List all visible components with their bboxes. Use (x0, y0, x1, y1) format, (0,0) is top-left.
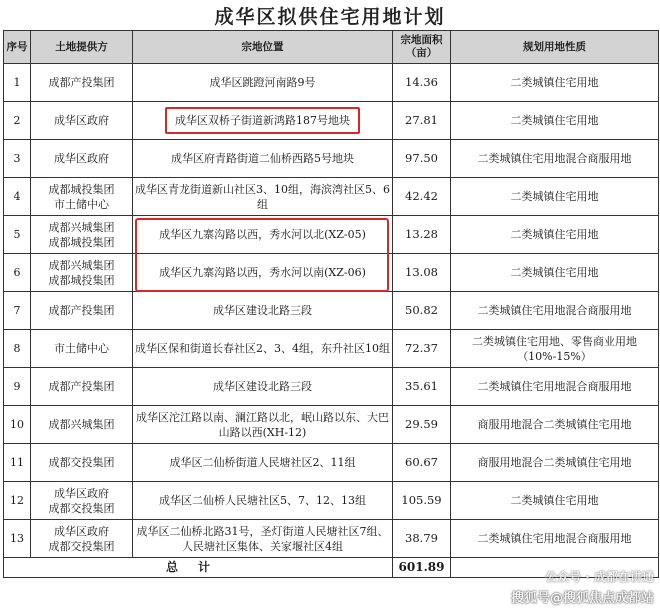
table-row (4, 406, 659, 444)
table-row (4, 64, 659, 102)
cell-location-text: 成华区二仙桥街道人民塘社区2、11组 (169, 456, 356, 469)
table-row (4, 216, 659, 254)
table-row (4, 102, 659, 140)
cell-location (133, 368, 393, 406)
cell-location-text: 成华区建设北路三段 (213, 304, 312, 317)
land-plan-table (3, 30, 659, 578)
watermark (511, 568, 654, 606)
cell-location (133, 482, 393, 520)
cell-location-text: 成华区保和街道长春社区2、3、4组，东升社区10组 (135, 342, 390, 355)
header-provider: 土地提供方 (31, 31, 133, 64)
page-title: 成华区拟供住宅用地计划 (214, 6, 446, 28)
table-row (4, 368, 659, 406)
cell-usage-text: 二类城镇住宅用地、零售商业用地（10%-15%） (472, 334, 637, 363)
cell-usage (451, 102, 659, 140)
cell-area-text: 27.81 (405, 113, 438, 127)
cell-provider-text: 成都产投集团 (48, 76, 115, 89)
cell-area (393, 482, 451, 520)
cell-no (4, 254, 31, 292)
cell-location (133, 64, 393, 102)
cell-usage (451, 292, 659, 330)
cell-no-text: 11 (10, 456, 24, 469)
cell-usage-text: 二类城镇住宅用地 (510, 190, 599, 203)
cell-no (4, 444, 31, 482)
cell-area (393, 368, 451, 406)
cell-location (133, 140, 393, 178)
cell-no (4, 368, 31, 406)
cell-location-text: 成华区九寨沟路以西，秀水河以南(XZ-06) (159, 266, 366, 279)
cell-provider-text: 成都交投集团 (48, 456, 115, 469)
header-no: 序号 (4, 31, 31, 64)
cell-provider (31, 520, 133, 558)
cell-area-text: 14.36 (405, 75, 438, 89)
cell-no-text: 6 (13, 266, 21, 279)
cell-no-text: 8 (13, 342, 21, 355)
cell-location (133, 254, 393, 292)
cell-provider-text: 成华区政府 成都交投集团 (48, 524, 115, 553)
cell-area-text: 29.59 (405, 417, 438, 431)
cell-location (133, 330, 393, 368)
cell-location-text: 成华区九寨沟路以西，秀水河以北(XZ-05) (159, 228, 366, 241)
header-usage: 规划用地性质 (451, 31, 659, 64)
cell-usage (451, 140, 659, 178)
cell-area (393, 64, 451, 102)
cell-area (393, 178, 451, 216)
cell-no-text: 12 (10, 494, 24, 507)
cell-no-text: 5 (13, 228, 21, 241)
cell-location-text: 成华区沱江路以南、澜江路以北，岷山路以东、大巴山路以西(XH-12) (136, 410, 389, 439)
cell-no-text: 3 (13, 152, 21, 165)
total-area: 601.89 (393, 558, 451, 578)
table-row (4, 444, 659, 482)
table-header-row (4, 31, 659, 64)
cell-area (393, 140, 451, 178)
cell-provider-text: 成都产投集团 (48, 380, 115, 393)
cell-no (4, 520, 31, 558)
cell-provider-text: 市土储中心 (54, 342, 109, 355)
cell-usage-text: 商服用地混合二类城镇住宅用地 (477, 418, 632, 431)
cell-provider (31, 102, 133, 140)
cell-location-text: 成华区青龙街道新山社区3、10组，海滨湾社区5、6组 (135, 182, 390, 211)
cell-no (4, 482, 31, 520)
cell-area-text: 72.37 (405, 341, 438, 355)
table-row (4, 178, 659, 216)
cell-location (133, 406, 393, 444)
header-location: 宗地位置 (133, 31, 393, 64)
cell-location (133, 216, 393, 254)
cell-usage (451, 444, 659, 482)
cell-provider-text: 成华区政府 成都交投集团 (48, 486, 115, 515)
cell-location (133, 178, 393, 216)
cell-no (4, 64, 31, 102)
cell-usage-text: 二类城镇住宅用地 (510, 76, 599, 89)
cell-location (133, 444, 393, 482)
cell-no-text: 4 (13, 190, 21, 203)
cell-no (4, 102, 31, 140)
cell-provider (31, 140, 133, 178)
cell-no-text: 7 (13, 304, 21, 317)
cell-provider (31, 64, 133, 102)
table-row (4, 520, 659, 558)
total-label: 总计 (4, 558, 393, 578)
cell-usage-text: 二类城镇住宅用地 (510, 114, 599, 127)
cell-usage (451, 216, 659, 254)
cell-provider (31, 254, 133, 292)
highlight-box-row-2 (165, 107, 360, 134)
cell-location-text: 成华区双桥子街道新鸿路187号地块 (175, 114, 350, 127)
cell-location-text: 成华区跳蹬河南路9号 (209, 76, 316, 89)
cell-usage-text: 二类城镇住宅用地混合商服用地 (477, 380, 632, 393)
cell-provider (31, 368, 133, 406)
cell-no (4, 330, 31, 368)
cell-no (4, 292, 31, 330)
cell-location-text: 成华区建设北路三段 (213, 380, 312, 393)
cell-usage (451, 178, 659, 216)
cell-area (393, 102, 451, 140)
cell-provider (31, 178, 133, 216)
cell-usage (451, 254, 659, 292)
cell-area (393, 216, 451, 254)
cell-usage (451, 406, 659, 444)
watermark-line-2: 搜狐号@搜狐焦点成都站 (510, 591, 654, 606)
cell-location (133, 292, 393, 330)
cell-no-text: 2 (13, 114, 21, 127)
cell-provider-text: 成都城投集团 市土储中心 (48, 182, 115, 211)
cell-area (393, 444, 451, 482)
cell-area (393, 406, 451, 444)
cell-provider-text: 成都兴城集团 成都城投集团 (48, 258, 115, 287)
cell-provider (31, 482, 133, 520)
cell-usage-text: 二类城镇住宅用地混合商服用地 (477, 532, 632, 545)
cell-no-text: 1 (13, 76, 21, 89)
cell-provider (31, 444, 133, 482)
cell-area (393, 520, 451, 558)
cell-area-text: 60.67 (405, 455, 438, 469)
cell-no-text: 9 (13, 380, 21, 393)
cell-area-text: 13.08 (405, 265, 438, 279)
table-row (4, 140, 659, 178)
cell-location-text: 成华区二仙桥人民塘社区5、7、12、13组 (159, 494, 366, 507)
cell-provider-text: 成都兴城集团 成都城投集团 (48, 220, 115, 249)
cell-usage (451, 482, 659, 520)
cell-location-text: 成华区府青路街道二仙桥西路5号地块 (171, 152, 354, 165)
cell-usage-text: 二类城镇住宅用地混合商服用地 (477, 152, 632, 165)
cell-no-text: 10 (10, 418, 24, 431)
cell-no (4, 406, 31, 444)
cell-area (393, 292, 451, 330)
cell-location (133, 102, 393, 140)
cell-area-text: 105.59 (401, 493, 442, 507)
cell-no (4, 178, 31, 216)
table-body (4, 64, 659, 558)
cell-usage-text: 二类城镇住宅用地 (510, 228, 599, 241)
cell-provider-text: 成华区政府 (54, 152, 109, 165)
cell-provider (31, 292, 133, 330)
cell-area-text: 42.42 (405, 189, 438, 203)
cell-no (4, 216, 31, 254)
cell-provider-text: 成华区政府 (54, 114, 109, 127)
cell-area-text: 97.50 (405, 151, 438, 165)
cell-area-text: 35.61 (405, 379, 438, 393)
cell-no (4, 140, 31, 178)
cell-usage (451, 520, 659, 558)
cell-usage-text: 二类城镇住宅用地混合商服用地 (477, 304, 632, 317)
table-row (4, 254, 659, 292)
cell-provider-text: 成都产投集团 (48, 304, 115, 317)
watermark-line-1: 公众号 · 成都在讲通 (545, 570, 654, 584)
cell-usage-text: 商服用地混合二类城镇住宅用地 (477, 456, 632, 469)
header-area: 宗地面积（亩） (393, 31, 451, 64)
cell-location (133, 520, 393, 558)
table-row (4, 330, 659, 368)
table-row (4, 292, 659, 330)
cell-area-text: 38.79 (405, 531, 438, 545)
cell-location-text: 成华区二仙桥北路31号，圣灯街道人民塘社区7组、人民塘社区集体、关家堰社区4组 (136, 524, 389, 553)
cell-provider (31, 406, 133, 444)
table-row (4, 482, 659, 520)
cell-no-text: 13 (10, 532, 24, 545)
cell-usage-text: 二类城镇住宅用地 (510, 494, 599, 507)
cell-provider (31, 330, 133, 368)
cell-usage-text: 二类城镇住宅用地 (510, 266, 599, 279)
cell-area (393, 330, 451, 368)
cell-provider-text: 成都兴城集团 (48, 418, 115, 431)
cell-usage (451, 64, 659, 102)
cell-usage (451, 330, 659, 368)
cell-area-text: 50.82 (405, 303, 438, 317)
cell-usage (451, 368, 659, 406)
cell-provider (31, 216, 133, 254)
cell-area-text: 13.28 (405, 227, 438, 241)
cell-area (393, 254, 451, 292)
